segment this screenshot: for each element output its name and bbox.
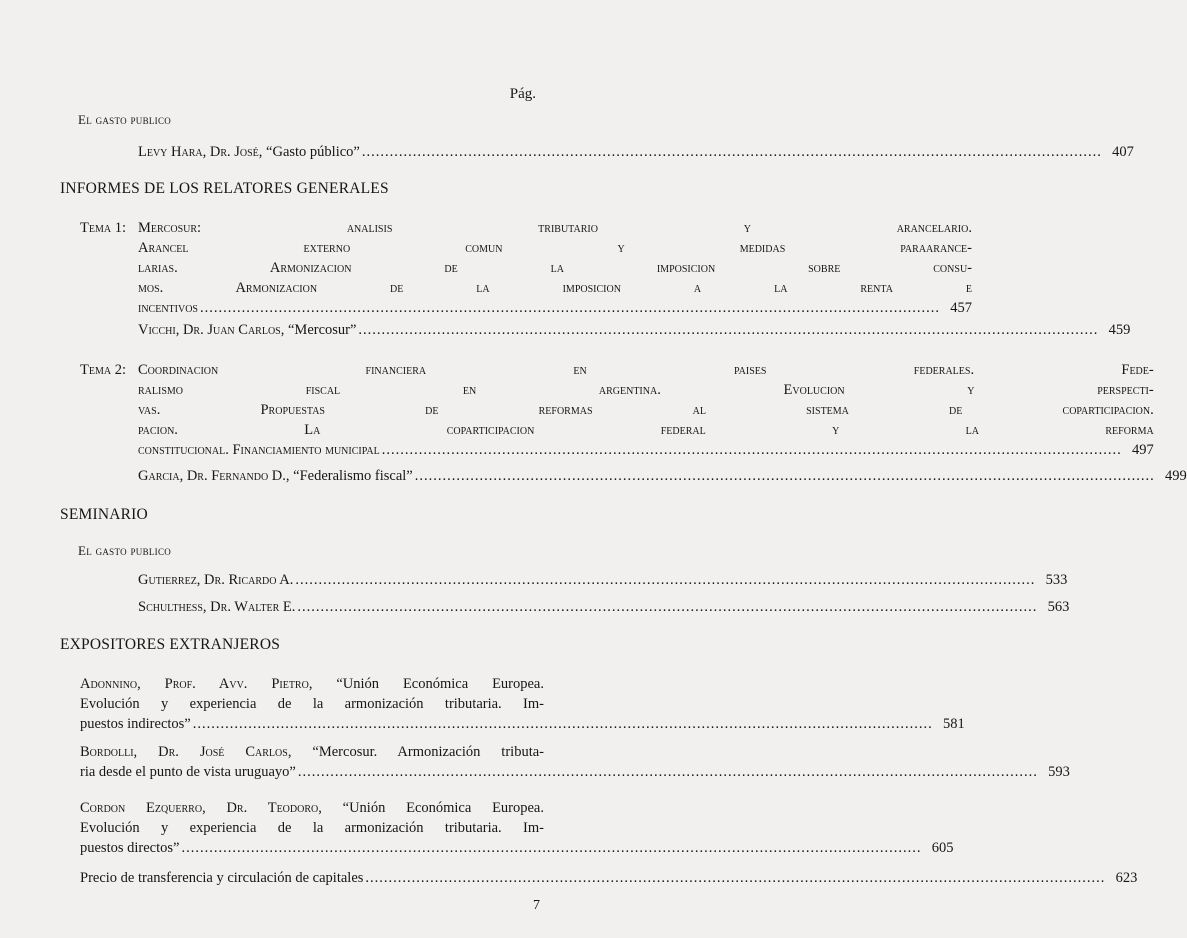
page-number: 623 (1115, 870, 1138, 886)
dot-leader (382, 440, 1122, 460)
author-name: Bordolli, Dr. José Carlos, (80, 744, 292, 760)
entry-title-line: Evolución y experiencia de la armonización tributaria. Im- (80, 696, 544, 712)
dot-leader (298, 762, 1038, 782)
toc-entry-bordolli[interactable] (80, 742, 1070, 782)
page-number: 563 (1047, 599, 1070, 615)
page-number: 497 (1131, 442, 1154, 458)
section-heading-informes: INFORMES DE LOS RELATORES GENERALES (60, 180, 389, 197)
toc-entry-gutierrez[interactable] (138, 570, 1068, 590)
toc-entry-precio-transferencia[interactable] (80, 868, 1138, 888)
tema-label: Tema 2: (80, 362, 126, 378)
page-column-label: Pág. (509, 86, 536, 102)
entry-title-line: Evolución y experiencia de la armonización tributaria. Im- (80, 820, 544, 836)
entry-title-line: ria desde el punto de vista uruguayo” (80, 764, 296, 780)
page-number: 533 (1045, 572, 1068, 588)
entry-title: “Mercosur” (284, 322, 357, 338)
toc-entry-tema-2[interactable] (80, 360, 1154, 460)
entry-title-line: puestos indirectos” (80, 716, 191, 732)
author-name: Vicchi, Dr. Juan Carlos, (138, 322, 285, 338)
toc-entry-tema-1[interactable] (80, 218, 972, 318)
section-heading-expositores-extranjeros: EXPOSITORES EXTRANJEROS (60, 636, 281, 653)
toc-entry-vicchi[interactable] (138, 320, 1131, 340)
dot-leader (365, 868, 1105, 888)
author-name: Adonnino, Prof. Avv. Pietro, (80, 676, 313, 692)
toc-entry-adonnino[interactable] (80, 674, 965, 734)
page-number: 499 (1164, 468, 1187, 484)
entry-title: “Unión Económica Europea. (312, 676, 544, 692)
dot-leader (200, 298, 940, 318)
page-number: 457 (950, 300, 972, 316)
dot-leader (295, 570, 1035, 590)
toc-entry-schulthess[interactable] (138, 597, 1070, 617)
tema-line: pacion. La coparticipacion federal y la reforma (138, 422, 1154, 438)
tema-line-last: incentivos (138, 300, 198, 316)
tema-label: Tema 1: (80, 220, 126, 236)
author-name: Gutierrez, Dr. Ricardo A. (138, 572, 294, 588)
tema-line: mos. Armonizacion de la imposicion a la renta e (138, 280, 972, 296)
entry-title: “Mercosur. Armonización tributa- (291, 744, 544, 760)
tema-line: Mercosur: analisis tributario y arancelario. (138, 220, 972, 236)
author-name: Schulthess, Dr. Walter E. (138, 599, 296, 615)
page-number: 593 (1048, 764, 1070, 780)
entry-title: “Gasto público” (262, 144, 360, 160)
tema-line: Arancel externo comun y medidas paraarance- (138, 240, 972, 256)
author-name: Cordon Ezquerro, Dr. Teodoro, (80, 800, 322, 816)
tema-line: ralismo fiscal en argentina. Evolucion y perspecti- (138, 382, 1154, 398)
toc-entry-garcia[interactable] (138, 466, 1187, 486)
page-number: 459 (1108, 322, 1131, 338)
entry-title: “Federalismo fiscal” (289, 468, 413, 484)
dot-leader (181, 838, 921, 858)
subsection-heading-gasto-publico: El gasto publico (78, 543, 172, 558)
dot-leader (193, 714, 933, 734)
author-name: Garcia, Dr. Fernando D., (138, 468, 290, 484)
dot-leader (358, 320, 1098, 340)
dot-leader (362, 142, 1102, 162)
tema-line: larias. Armonizacion de la imposicion sobre consu- (138, 260, 972, 276)
page-number: 407 (1112, 144, 1134, 160)
entry-title: “Unión Económica Europea. (321, 800, 544, 816)
author-name: Levy Hara, Dr. José, (138, 144, 263, 160)
entry-title: Precio de transferencia y circulación de capitales (80, 870, 364, 886)
page-folio: 7 (533, 898, 540, 913)
tema-line: Coordinacion financiera en paises federales. Fede- (138, 362, 1154, 378)
dot-leader (297, 597, 1037, 617)
page-number: 605 (931, 840, 954, 856)
dot-leader (415, 466, 1155, 486)
section-heading-seminario: SEMINARIO (60, 506, 148, 523)
toc-entry-levy-hara[interactable] (138, 142, 1134, 162)
tema-line-last: constitucional. Financiamiento municipal (138, 442, 380, 458)
entry-title-line: puestos directos” (80, 840, 180, 856)
tema-line: vas. Propuestas de reformas al sistema de coparticipacion. (138, 402, 1154, 418)
subsection-heading-gasto-publico: El gasto publico (78, 112, 172, 127)
toc-entry-cordon-ezquerro[interactable] (80, 798, 954, 858)
page-number: 581 (943, 716, 965, 732)
